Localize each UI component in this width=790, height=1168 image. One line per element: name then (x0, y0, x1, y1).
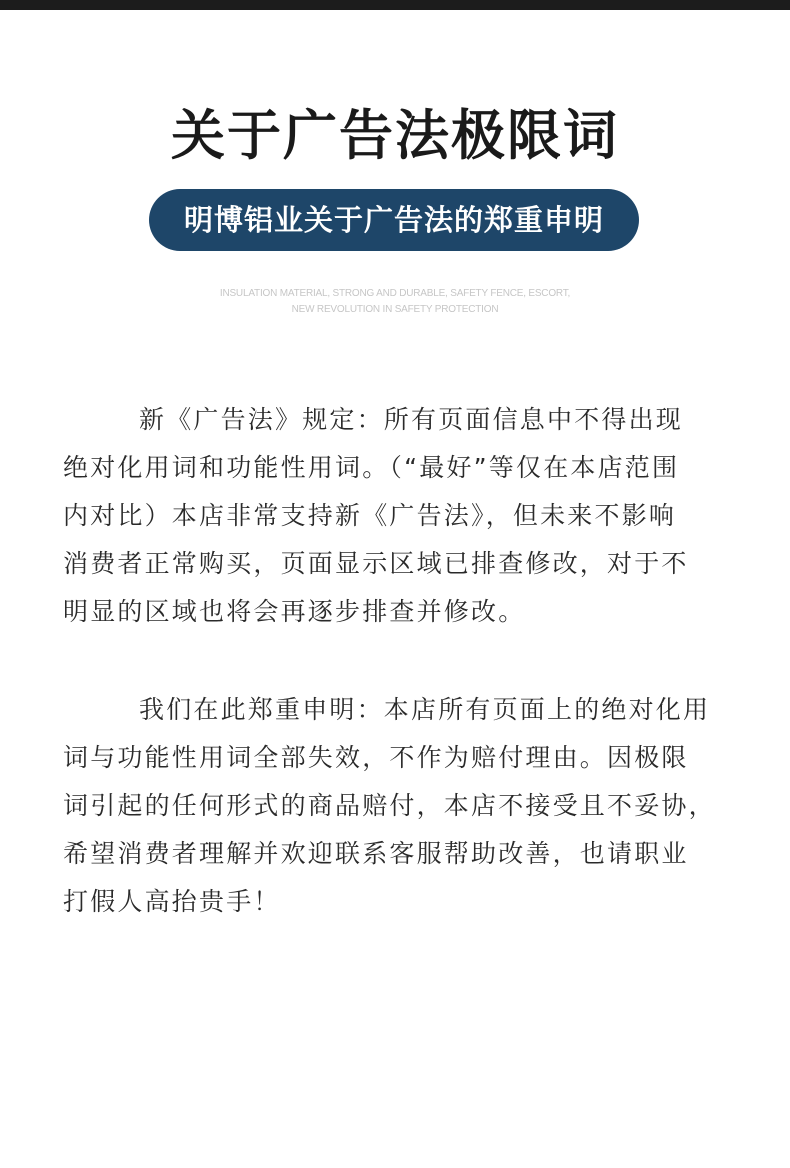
english-subtitle (0, 286, 790, 318)
statement-paragraph (63, 686, 743, 926)
paragraph-line: 我们在此郑重申明：本店所有页面上的绝对化用 (139, 695, 711, 724)
paragraph-line: 词引起的任何形式的商品赔付，本店不接受且不妥协， (63, 791, 716, 820)
top-border (0, 0, 790, 10)
paragraph-line: 新《广告法》规定：所有页面信息中不得出现 (139, 405, 684, 434)
paragraph-line: 消费者正常购买，页面显示区域已排查修改，对于不 (63, 549, 689, 578)
paragraph-line: 绝对化用词和功能性用词。（“最好”等仅在本店范围 (63, 453, 680, 482)
subtitle-line: INSULATION MATERIAL, STRONG AND DURABLE, SAFETY FENCE, ESCORT, (219, 288, 571, 299)
page-title: 关于广告法极限词 (171, 104, 619, 167)
subtitle-line: NEW REVOLUTION IN SAFETY PROTECTION (291, 304, 499, 315)
paragraph-line: 打假人高抬贵手！ (63, 887, 281, 916)
paragraph-line: 内对比）本店非常支持新《广告法》，但未来不影响 (63, 501, 677, 530)
statement-banner: 明博铝业关于广告法的郑重申明 (149, 189, 639, 251)
paragraph-line: 明显的区域也将会再逐步排查并修改。 (63, 597, 526, 626)
paragraph-line: 希望消费者理解并欢迎联系客服帮助改善，也请职业 (63, 839, 689, 868)
regulation-paragraph (63, 396, 743, 636)
paragraph-line: 词与功能性用词全部失效，不作为赔付理由。因极限 (63, 743, 689, 772)
